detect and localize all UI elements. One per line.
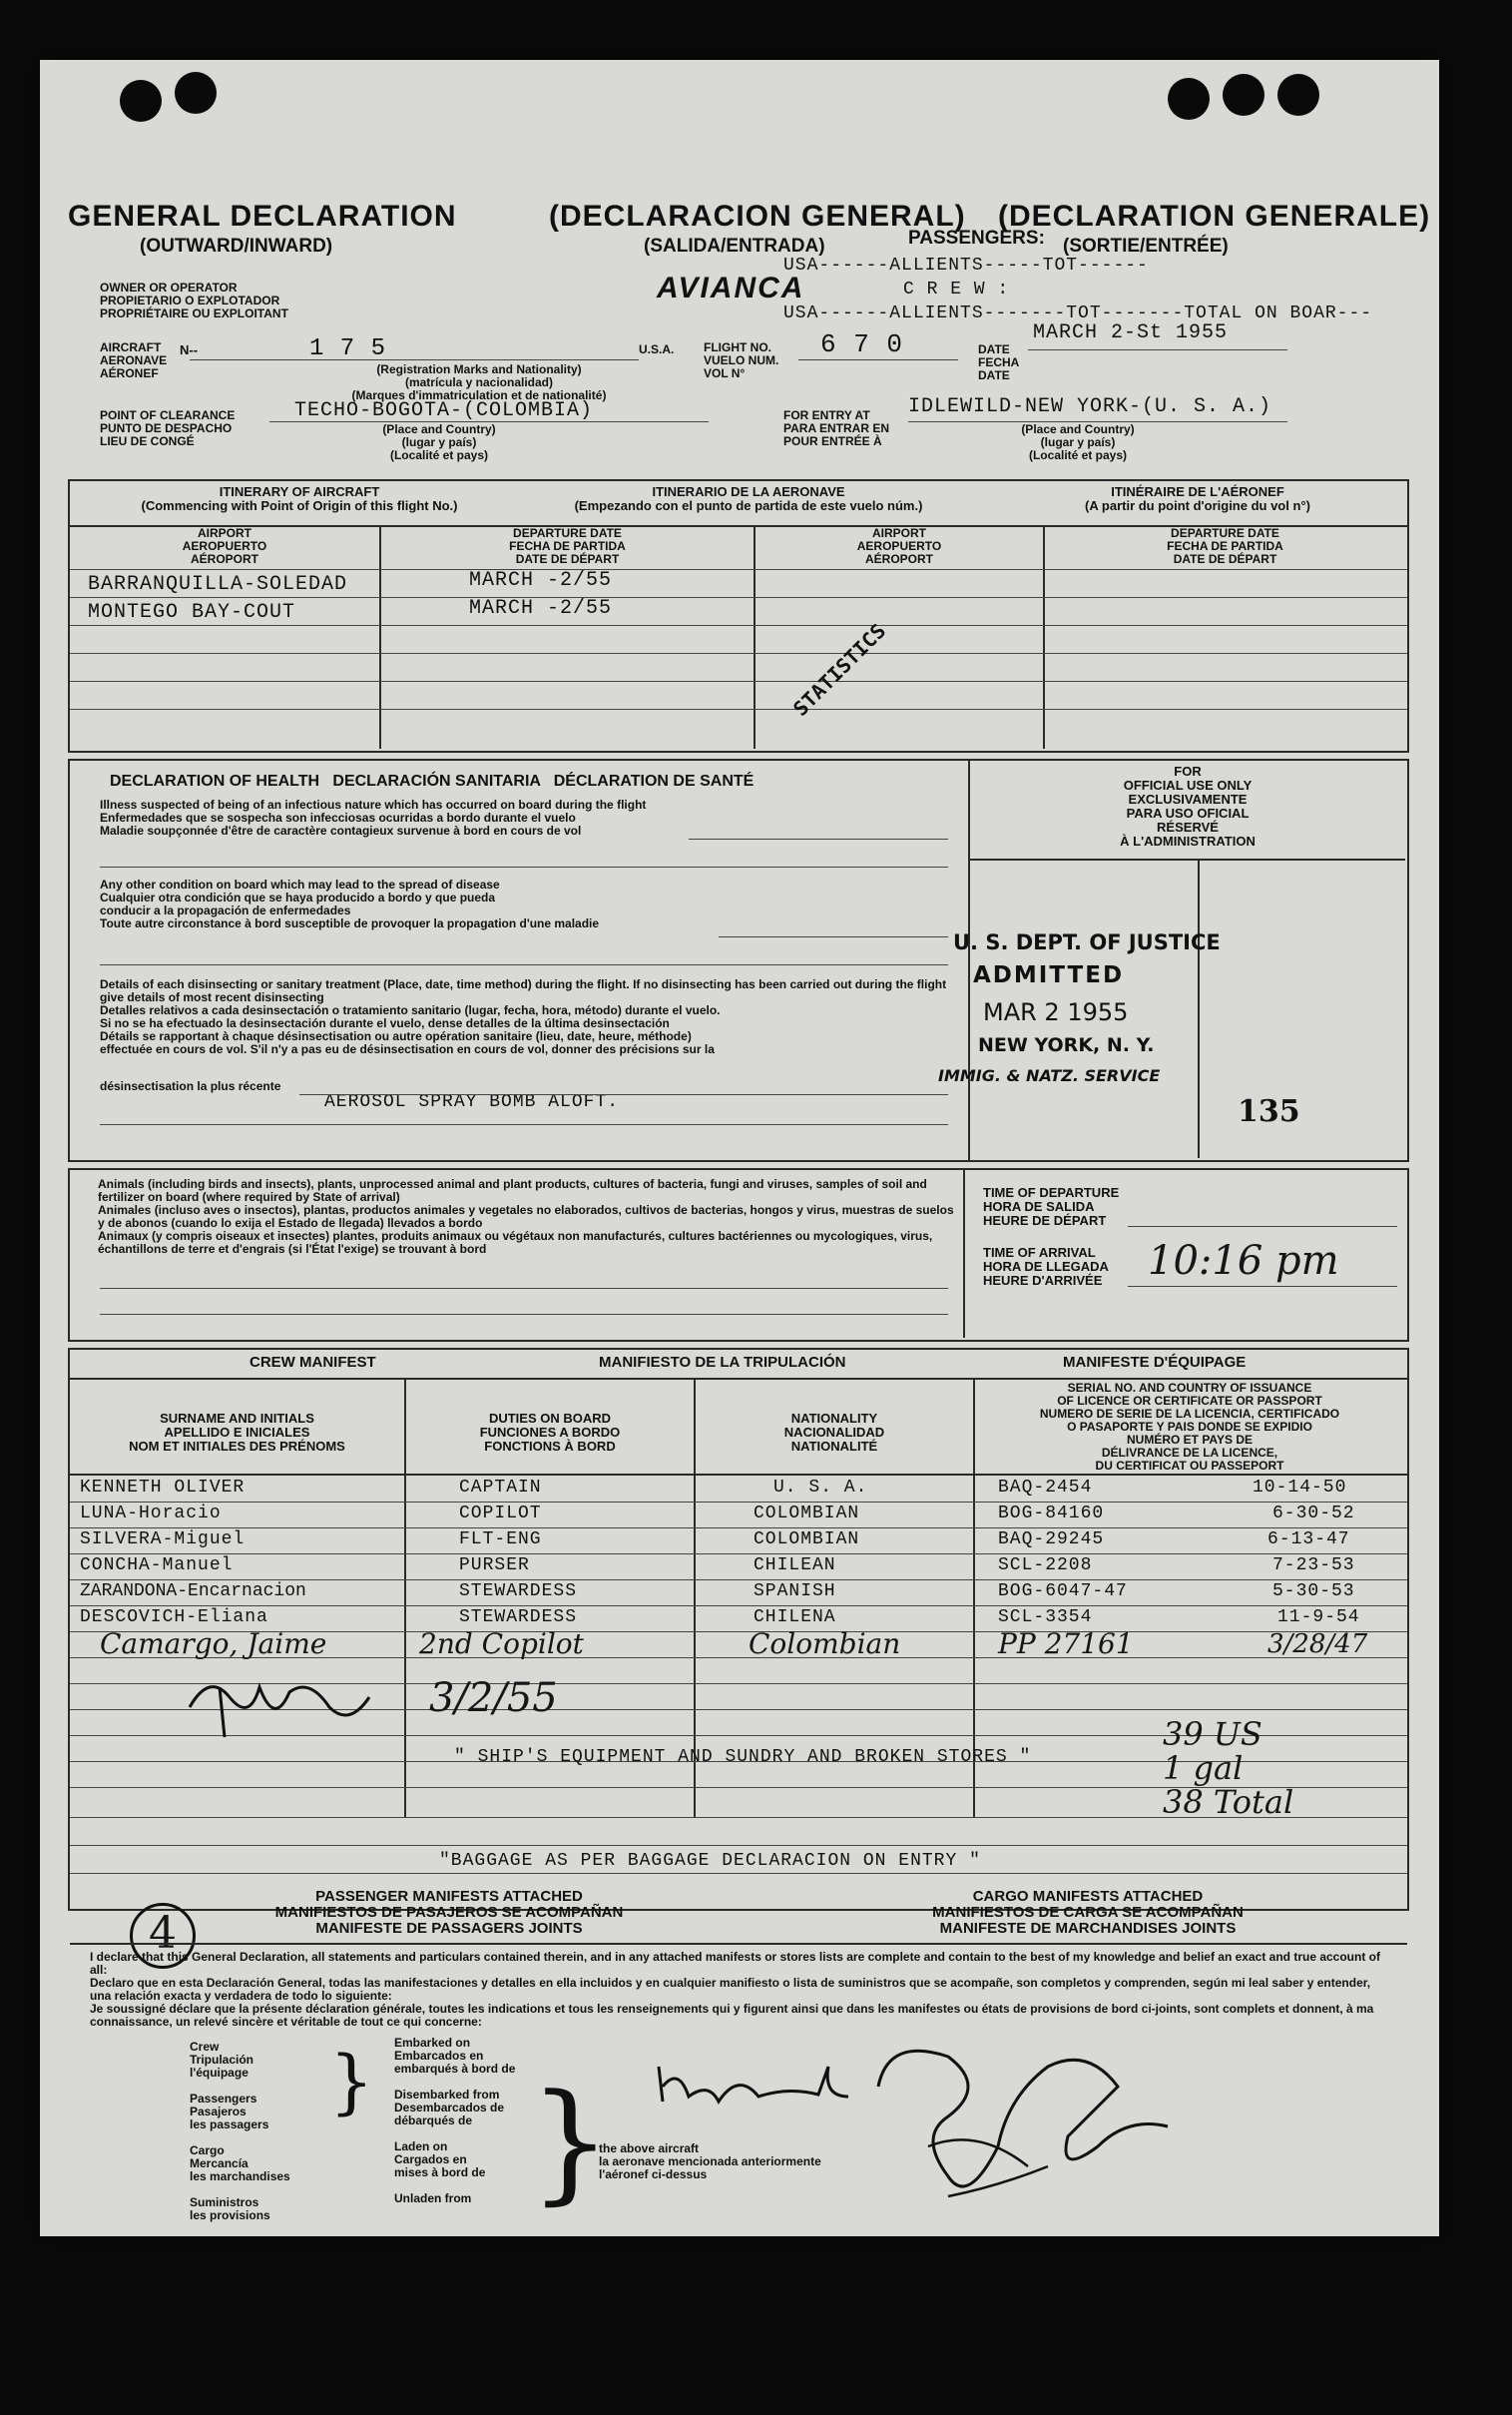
rule: [70, 681, 1407, 682]
rule: [299, 1094, 948, 1095]
crew-licence: BAQ-29245: [998, 1529, 1105, 1549]
clearance-value: TECHO-BOGOTA-(COLOMBIA): [294, 399, 594, 422]
crew-licence: SCL-2208: [998, 1555, 1093, 1575]
health-q1: Illness suspected of being of an infectious nature which has occurred on board during the flight Enfermedades que se sospecha son infecciosas ocurridas a bordo durante el vuelo Maladie soupçonnée d'être de caractère contagieux survenue à bord en cours de vol: [100, 798, 647, 838]
clearance-label: POINT OF CLEARANCE PUNTO DE DESPACHO LIEU DE CONGÉ: [100, 408, 236, 448]
arrival-label: TIME OF ARRIVAL HORA DE LLEGADA HEURE D'ARRIVÉE: [983, 1245, 1109, 1288]
rule: [70, 1845, 1407, 1846]
punch-hole: [1223, 74, 1264, 116]
crew-licence-date: 6-30-52: [1272, 1504, 1355, 1523]
crew-nationality: CHILENA: [754, 1607, 836, 1627]
col-departure-1: DEPARTURE DATE FECHA DE PARTIDA DATE DE DÉPART: [509, 526, 626, 566]
col-duty: DUTIES ON BOARD FUNCIONES A BORDO FONCTIONS À BORD: [479, 1411, 621, 1454]
rule: [100, 1314, 948, 1315]
crew-licence-date: 6-13-47: [1267, 1529, 1350, 1549]
place-label-1: (Place and Country) (lugar y país) (Localité et pays): [382, 422, 496, 462]
rule: [269, 421, 709, 422]
rule: [970, 859, 1405, 861]
punch-hole: [1168, 78, 1210, 120]
captain-signature: [649, 2027, 1208, 2226]
declaration-left: Crew Tripulación l'équipage Passengers Pasajeros les passagers Cargo Mercancía les marchandises Suministros les provisions: [190, 2040, 290, 2222]
col-nationality: NATIONALITY NACIONALIDAD NATIONALITÉ: [783, 1411, 885, 1454]
date-label: DATE FECHA DATE: [978, 342, 1020, 382]
itinerary-head-es: ITINERARIO DE LA AERONAVE (Empezando con el punto de partida de este vuelo núm.): [574, 484, 923, 513]
crew-head-en: CREW MANIFEST: [250, 1354, 376, 1371]
passengers-line: USA------ALLIENTS-----TOT------: [783, 256, 1149, 276]
rule: [70, 1527, 1407, 1528]
passenger-manifests: PASSENGER MANIFESTS ATTACHED MANIFIESTOS DE PASAJEROS SE ACOMPAÑAN MANIFESTE DE PASSAGERS JOINTS: [274, 1888, 624, 1937]
aircraft-n: N--: [180, 342, 199, 357]
rule: [70, 1873, 1407, 1874]
rule: [719, 936, 948, 937]
col-airport-1: AIRPORT AEROPUERTO AÉROPORT: [182, 526, 267, 566]
punch-hole: [1277, 74, 1319, 116]
crew-duty-handwritten: 2nd Copilot: [419, 1627, 584, 1660]
title-en: GENERAL DECLARATION: [68, 200, 457, 233]
rule: [1128, 1226, 1397, 1227]
rule: [100, 1124, 948, 1125]
crew-nationality: SPANISH: [754, 1581, 836, 1601]
aircraft-label: AIRCRAFT AERONAVE AÉRONEF: [100, 340, 168, 380]
entry-value: IDLEWILD-NEW YORK-(U. S. A.): [908, 395, 1272, 418]
crew-name: ZARANDONA-Encarnacion: [80, 1581, 306, 1601]
title-es: (DECLARACION GENERAL): [549, 200, 966, 233]
stamp-service: IMMIG. & NATZ. SERVICE: [938, 1066, 1161, 1085]
rule: [70, 625, 1407, 626]
punch-hole: [120, 80, 162, 122]
brace: }: [329, 2041, 374, 2122]
crew-line: USA------ALLIENTS-------TOT-------TOTAL ON BOAR---: [783, 303, 1373, 323]
passengers-label: PASSENGERS:: [908, 228, 1045, 249]
stamp-admitted: ADMITTED: [973, 962, 1125, 988]
rule: [70, 1579, 1407, 1580]
flight-label: FLIGHT NO. VUELO NUM. VOL N°: [704, 340, 779, 380]
declaration-mid: Embarked on Embarcados en embarqués à bord de Disembarked from Desembarcados de débarqués de Laden on Cargados en mises à bord de Unladen from: [394, 2036, 516, 2205]
col-airport-2: AIRPORT AEROPUERTO AÉROPORT: [856, 526, 942, 566]
rule: [70, 597, 1407, 598]
crew-nationality-handwritten: Colombian: [749, 1627, 901, 1660]
declaration-form: [40, 60, 1439, 2236]
crew-licence: BAQ-2454: [998, 1478, 1093, 1498]
health-q3-value: AEROSOL SPRAY BOMB ALOFT.: [324, 1092, 620, 1112]
rule: [70, 569, 1407, 570]
rule: [70, 1553, 1407, 1554]
departure-label: TIME OF DEPARTURE HORA DE SALIDA HEURE DE DÉPART: [983, 1185, 1120, 1228]
place-label-2: (Place and Country) (lugar y país) (Localité et pays): [1021, 422, 1135, 462]
stores-text: " SHIP'S EQUIPMENT AND SUNDRY AND BROKEN STORES ": [454, 1747, 1032, 1767]
rule: [70, 709, 1407, 710]
rule: [70, 1502, 1407, 1503]
aircraft-value: 1 7 5: [309, 335, 387, 362]
crew-nationality: COLOMBIAN: [754, 1529, 860, 1549]
initials-date-handwritten: 3/2/55: [429, 1675, 558, 1721]
rule: [1028, 349, 1287, 350]
itinerary-row-airport: BARRANQUILLA-SOLEDAD: [88, 573, 348, 596]
rule: [1198, 859, 1200, 1158]
stamp-number: 135: [1238, 1094, 1300, 1129]
crew-head-fr: MANIFESTE D'ÉQUIPAGE: [1063, 1354, 1247, 1371]
crew-head-es: MANIFIESTO DE LA TRIPULACIÓN: [599, 1354, 846, 1371]
subtitle-es: (SALIDA/ENTRADA): [644, 236, 825, 257]
rule: [70, 1474, 1407, 1476]
rule: [100, 867, 948, 868]
crew-duty: COPILOT: [459, 1504, 542, 1523]
declaration-aircraft: the above aircraft la aeronave mencionada anteriormente l'aéronef ci-dessus: [599, 2141, 821, 2181]
rule: [190, 359, 639, 360]
crew-licence-date: 11-9-54: [1277, 1607, 1360, 1627]
crew-nationality: COLOMBIAN: [754, 1504, 860, 1523]
col-licence: SERIAL NO. AND COUNTRY OF ISSUANCE OF LICENCE OR CERTIFICATE OR PASSPORT NUMERO DE SERIE DE LA LICENCIA, CERTIFICADO O PASAPORTE Y PAIS DONDE SE EXPIDIO NUMÉRO ET PAYS DE DÉLIVRANCE DE LA LICENCE, DU CERTIFICAT OU PASSEPORT: [1039, 1381, 1340, 1473]
rule: [798, 359, 958, 360]
rule: [70, 653, 1407, 654]
flight-value: 6 7 0: [820, 329, 904, 359]
stamp-dept: U. S. DEPT. OF JUSTICE: [953, 930, 1221, 954]
crew-licence-date: 10-14-50: [1253, 1478, 1347, 1498]
marks-label: (Registration Marks and Nationality) (matrícula y nacionalidad) (Marques d'immatriculation et de nationalité): [351, 362, 607, 402]
owner-value: AVIANCA: [657, 272, 805, 304]
itinerary-row-date: MARCH -2/55: [469, 597, 613, 620]
stamp-city: NEW YORK, N. Y.: [978, 1034, 1155, 1056]
crew-licence: SCL-3354: [998, 1607, 1093, 1627]
crew-label: C R E W :: [903, 280, 1010, 300]
crew-duty: FLT-ENG: [459, 1529, 542, 1549]
rule: [1128, 1286, 1397, 1287]
crew-name: DESCOVICH-Eliana: [80, 1607, 268, 1627]
crew-duty: PURSER: [459, 1555, 530, 1575]
col-name: SURNAME AND INITIALS APELLIDO E INICIALES NOM ET INITIALES DES PRÉNOMS: [129, 1411, 345, 1454]
itinerary-head-en: ITINERARY OF AIRCRAFT (Commencing with Point of Origin of this flight No.): [141, 484, 458, 513]
crew-name: CONCHA-Manuel: [80, 1555, 234, 1575]
stores-handwritten: 39 US 1 gal 38 Total: [1163, 1715, 1294, 1821]
animals-text: Animals (including birds and insects), plants, unprocessed animal and plant products, cultures of bacteria, fungi and viruses, samples of soil and fertilizer on board (where required by State of arrival) Animales (incluso aves o insectos), plantas, productos animales y vegetales no elaborados, cultivos de bacterias, hongos y virus, muestras de suelos y de abonos (cuando lo exija el Estado de llegada) llevados a bordo Animaux (y compris oiseaux et insectes) plantes, produits animaux ou végétaux non manufacturés, cultures bactériennes ou mycologiques, virus, échantillons de terre et d'engrais (si l'État l'exige) se trouvant à bord: [98, 1177, 954, 1256]
manifest-mark: 4: [130, 1903, 196, 1969]
itinerary-row-airport: MONTEGO BAY-COUT: [88, 601, 296, 624]
date-value: MARCH 2-St 1955: [1033, 321, 1229, 344]
usa-label: U.S.A.: [639, 342, 675, 356]
arrival-time: 10:16 pm: [1148, 1238, 1339, 1284]
health-q3-last: désinsectisation la plus récente: [100, 1079, 281, 1093]
health-q3: Details of each disinsecting or sanitary treatment (Place, date, time method) during the flight. If no disinsecting has been carried out during the flight give details of most recent disinsecting Detalles relativos a cada desinsectación o tratamiento sanitario (lugar, fecha, hora, método) durante el vuelo. Si no se ha efectuado la desinsectación durante el vuelo, dense detalles de la última desinsectación Détails se rapportant à chaque désinsectisation ou autre opération sanitaire (lieu, date, heure, méthode) effectuée en cours de vol. S'il n'y a pas eu de désinsectisation en cours de vol, donner des précisions sur la: [100, 977, 947, 1056]
rule: [100, 1288, 948, 1289]
subtitle-fr: (SORTIE/ENTRÉE): [1063, 236, 1229, 257]
crew-duty: CAPTAIN: [459, 1478, 542, 1498]
rule: [908, 421, 1287, 422]
brace: }: [529, 2066, 612, 2217]
statistics-stamp: STATISTICS: [788, 618, 891, 721]
rule: [963, 1170, 965, 1338]
crew-nationality: CHILEAN: [754, 1555, 836, 1575]
rule: [70, 1378, 1407, 1380]
crew-duty: STEWARDESS: [459, 1607, 578, 1627]
crew-licence-date: 7-23-53: [1272, 1555, 1355, 1575]
crew-name: KENNETH OLIVER: [80, 1478, 246, 1498]
crew-nationality: U. S. A.: [773, 1478, 868, 1498]
initials-signature: [180, 1667, 399, 1747]
punch-hole: [175, 72, 217, 114]
rule: [100, 964, 948, 965]
official-title: FOR OFFICIAL USE ONLY EXCLUSIVAMENTE PARA USO OFICIAL RÉSERVÉ À L'ADMINISTRATION: [1120, 764, 1256, 849]
entry-label: FOR ENTRY AT PARA ENTRAR EN POUR ENTRÉE À: [783, 408, 890, 448]
crew-duty: STEWARDESS: [459, 1581, 578, 1601]
subtitle-en: (OUTWARD/INWARD): [140, 236, 333, 257]
crew-name-handwritten: Camargo, Jaime: [100, 1627, 327, 1660]
baggage-text: "BAGGAGE AS PER BAGGAGE DECLARACION ON ENTRY ": [439, 1851, 981, 1871]
rule: [70, 1605, 1407, 1606]
stamp-date: MAR 2 1955: [983, 998, 1129, 1026]
crew-licence: BOG-6047-47: [998, 1581, 1128, 1601]
crew-name: LUNA-Horacio: [80, 1504, 222, 1523]
crew-name: SILVERA-Miguel: [80, 1529, 246, 1549]
crew-licence-date-handwritten: 3/28/47: [1267, 1629, 1368, 1659]
title-fr: (DECLARATION GENERALE): [998, 200, 1431, 233]
health-title: DECLARATION OF HEALTH DECLARACIÓN SANITARIA DÉCLARATION DE SANTÉ: [110, 773, 755, 790]
itinerary-row-date: MARCH -2/55: [469, 569, 613, 592]
rule: [689, 839, 948, 840]
crew-licence-handwritten: PP 27161: [998, 1627, 1134, 1660]
crew-licence-date: 5-30-53: [1272, 1581, 1355, 1601]
declaration-text: I declare that this General Declaration, all statements and particulars contained therein, and in any attached manifests or stores lists are complete and contain to the best of my knowledge and belief an exact and true account of all: Declaro que en esta Declaración General, todas las manifestaciones y detalles en ella incluidos y en cualquier manifiesto o lista de suministros que se acompañe, son completos y comprenden, según mi leal saber y entender, una relación exacta y verdadera de todo lo siguiente: Je soussigné déclare que la présente déclaration générale, toutes les indications et tous les renseignements qui y figurent ainsi que dans les manifestes ou états de provisions de bord ci-joints, sont complets et donnent, à ma connaissance, un relevé sincère et véritable de tout ce qui concerne:: [90, 1950, 1380, 2029]
owner-label: OWNER OR OPERATOR PROPIETARIO O EXPLOTADOR PROPRIÉTAIRE OU EXPLOITANT: [100, 281, 288, 320]
col-departure-2: DEPARTURE DATE FECHA DE PARTIDA DATE DE DÉPART: [1167, 526, 1283, 566]
health-q2: Any other condition on board which may lead to the spread of disease Cualquier otra condición que se haya producido a bordo y que pueda conducir a la propagación de enfermedades Toute autre circonstance à bord susceptible de provoquer la propagation d'une maladie: [100, 878, 600, 930]
itinerary-head-fr: ITINÉRAIRE DE L'AÉRONEF (A partir du point d'origine du vol n°): [1085, 484, 1310, 513]
crew-licence: BOG-84160: [998, 1504, 1105, 1523]
rule: [70, 1943, 1407, 1945]
cargo-manifests: CARGO MANIFESTS ATTACHED MANIFIESTOS DE CARGA SE ACOMPAÑAN MANIFESTE DE MARCHANDISES JOINTS: [932, 1888, 1244, 1937]
